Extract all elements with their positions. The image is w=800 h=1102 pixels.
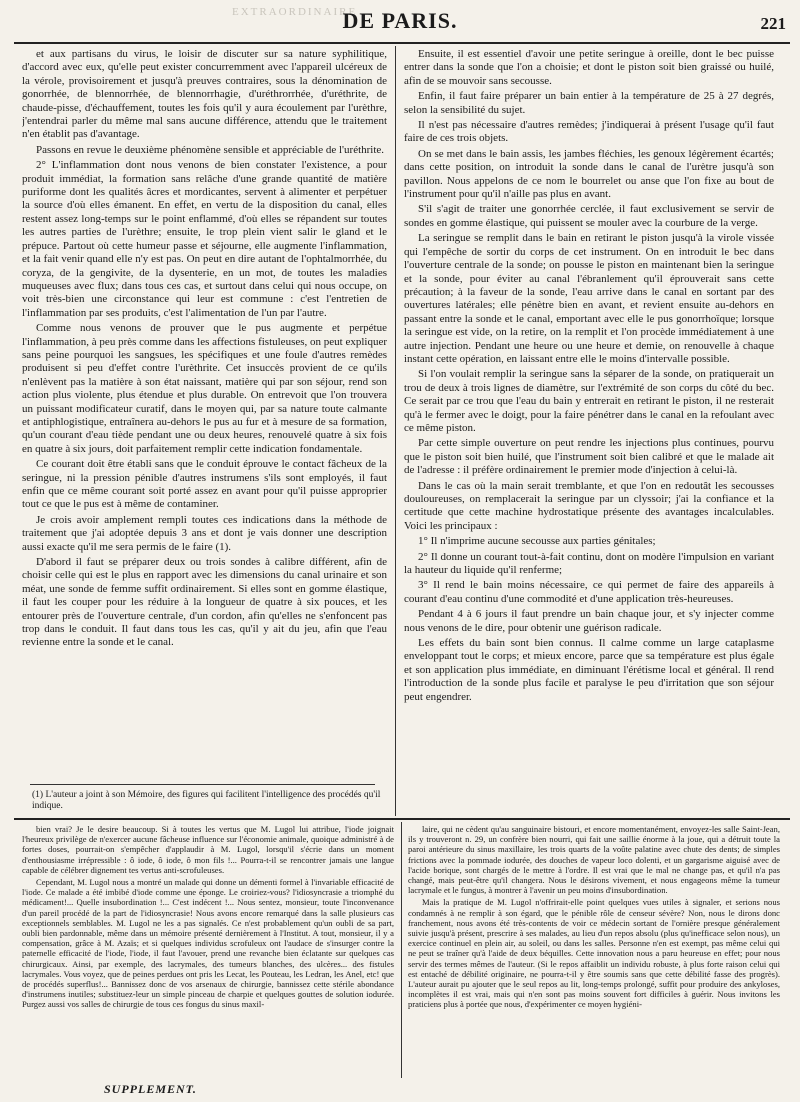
paragraph: 2° Il donne un courant tout-à-fait continu, dont on modère l'impulsion en variant la hauteur du liquide qu'il renferme; [404, 550, 774, 577]
page-title: DE PARIS. [342, 8, 458, 33]
paragraph: Les effets du bain sont bien connus. Il calme comme un large cataplasme enveloppant tout le corps; et mieux encore, parce que sa température est plus égale et son application plus immédiate, en diminuant l'érétisme local et général. Il rend l'introduction de la sonde plus facile et paralyse le peu d'irritation que son séjour peut engendrer. [404, 637, 774, 703]
paragraph: Mais la pratique de M. Lugol n'offrirait-elle point quelques vues utiles à signaler, et serions nous condamnés à ne remplir à son égard, que le pénible rôle de censeur sévère? Non, nous le dirons donc franchement, nous avons été très-contents de voir ce médecin sortant de l'ornière presque généralement suivie jusqu'à présent, prescrire à ses malades, au lieu d'un repos absolu (plus qu'inefficace selon nous), un exercice continuel en plein air, au soleil, ou dans les salles. Personne n'en est exempt, pas même celui qui ne peut se traîner qu'à l'aide de deux béquilles. Cette innovation nous a paru heureuse en effet; pour nous servir des termes mêmes de l'auteur. (Si le repos affaiblit un individu robuste, à plus forte raison celui qui est entaché de débilité originaire, ne pourra-t-il y être soumis sans que cette débilité fasse des progrès). L'auteur aurait pu ajouter que le seul repos au lit, long-temps prolongé, suffit pour produire des ankyloses, incomplètes il est vrai, mais qui n'en sont pas moins souvent fort difficiles à guérir. Nous invitons les praticiens plus à portée que nous, d'expérimenter ce moyen hygiéni- [408, 897, 780, 1010]
paragraph: Par cette simple ouverture on peut rendre les injections plus continues, pourvu que le piston soit bien huilé, que l'instrument soit bien calibré et que le malade ait de l'adresse : il préfère ordinairement le premier mode d'injection à celui-là. [404, 437, 774, 477]
paragraph: Si l'on voulait remplir la seringue sans la séparer de la sonde, on pratiquerait un trou de deux à trois lignes de diamètre, sur l'extrémité de son corps du côté du bec. Ce serait par ce trou que l'eau du bain y entrerait en retirant le piston, il ne resterait qu'à le fermer avec le doigt, pour la faire pénétrer dans le canal en la refoulant avec ce même piston. [404, 368, 774, 434]
paragraph: La seringue se remplit dans le bain en retirant le piston jusqu'à la virole vissée qui l'empêche de sortir du corps de cet instrument. On en introduit le bec dans l'ouverture centrale de la sonde; on pousse le piston en maintenant bien la seringue et la sonde, pour éviter au canal l'ébranlement qu'il éprouverait sans cette précaution; à la faveur de la sonde, l'eau arrive dans le canal en sortant par des ouvertures latérales; elle pénètre bien en avant, et revient ensuite au-dehors en passant entre la sonde et le canal, emportant avec elle le pus gonorrhoïque; lorsque la seringue est vide, on la retire, on la remplit et l'on procède immédiatement à une autre injection. Pendant une heure ou une heure et demie, on renouvelle à chaque instant cette opération, en laissant entre elle le moins d'intervalle possible. [404, 232, 774, 365]
paragraph: Enfin, il faut faire préparer un bain entier à la température de 25 à 27 degrés, selon la sensibilité du sujet. [404, 90, 774, 116]
section-rule [14, 818, 790, 820]
bleed-through-text: EXTRAORDINAIRE [232, 6, 358, 18]
paragraph: 1° Il n'imprime aucune secousse aux parties génitales; [418, 535, 656, 548]
paragraph: bien vrai? Je le desire beaucoup. Si à toutes les vertus que M. Lugol lui attribue, l'iode joignait l'heureux privilège de n'exercer aucune fâcheuse influence sur l'économie animale, quoique administré à de fortes doses, pourrait-on s'empêcher d'applaudir à M. Lugol, lorsqu'il s'écrie dans un moment d'enthousiasme irrépressible : ô iode, ô iode, ô mon fils !... Pourra-t-il se rencontrer jamais une langue capable de célébrer dignement tes vertus anti-scrofuleuses. [22, 824, 394, 875]
lower-left-column [22, 824, 394, 1076]
footnote: (1) L'auteur a joint à son Mémoire, des figures qui facilitent l'intelligence des procédés qu'il indique. [32, 790, 381, 811]
lower-right-column [408, 824, 780, 1076]
paragraph: et aux partisans du virus, le loisir de discuter sur sa nature syphilitique, d'accord avec eux, qu'elle peut exister concurremment avec l'appareil ulcéreux de la vérole, provisoirement et jusqu'à preuves contraires, sous la dénomination de gonorrhée, de blennorrhée, de blennorrhagie, d'uréthrorrhée, d'uréthrite, de chaude-pisse, d'échauffement, toutes les fois qu'il y aura écoulement par l'urèthre, j'entendrai parler du même mal sans aucune différence, attendu que le traitement n'en établit pas d'avantage. [22, 48, 387, 141]
paragraph: D'abord il faut se préparer deux ou trois sondes à calibre différent, afin de choisir celle qui est le plus en rapport avec les dimensions du canal urinaire et son méat, une sonde de femme suffit ordinairement. Si elles sont en gomme élastique, il faut les couper pour les réduire à la longueur de quatre à six pouces, et les entourer près de l'ouverture centrale, d'un cordon, afin qu'elles ne s'enfoncent pas trop dans le conduit. Il faut dans tous les cas, qu'il y ait du jeu, afin que l'eau revienne entre la sonde et le canal. [22, 556, 387, 649]
paragraph: Il n'est pas nécessaire d'autres remèdes; j'indiquerai à présent l'usage qu'il faut faire de ces trois objets. [404, 119, 774, 145]
header-rule [14, 42, 790, 44]
paragraph: Ensuite, il est essentiel d'avoir une petite seringue à oreille, dont le bec puisse entrer dans la sonde que l'on a choisie; et dont le piston soit bien graissé ou huilé, afin de se mouvoir sans secousse. [404, 48, 774, 87]
footnote-rule [30, 784, 375, 785]
column-divider [395, 46, 396, 816]
page-number: 221 [760, 14, 786, 33]
paragraph: On se met dans le bain assis, les jambes fléchies, les genoux légèrement écartés; dans cette position, on introduit la sonde dans le canal de l'urètre jusqu'à son pavillon. Nous appelons de ce nom le bourrelet ou anse que l'on fixe au bout de l'instrument pour qu'il n'aille pas plus en avant. [404, 147, 774, 201]
paragraph: 2° L'inflammation dont nous venons de bien constater l'existence, a pour produit immédiat, la formation sans relâche d'une grande quantité de matière puriforme dont les qualités âcres et mordicantes, servent à alimenter et perpétuer la source d'où elles émanent. En effet, en vertu de la disposition du canal, elles restent assez long-temps sur le point enflammé, d'où elles se répandent sur toutes les autres parties de l'urèthre; ensuite, le trop plein vient salir le gland et le prépuce. Partout où cette humeur passe et séjourne, elle augmente l'inflammation, et la fait venir quand elle n'y est pas. On peut en dire autant de l'ophtalmorrhée, du coryza, de la gengivite, de la dysenterie, en un mot, de toutes les maladies muqueuses avec flux; dans tous ces cas, et surtout dans celui qui nous occupe, on voit très-bien une circonstance qui leur est commune : c'est l'entretien de l'inflammation par ses produits, c'est l'alimentation de l'un par l'autre. [22, 159, 387, 319]
paragraph: Ce courant doit être établi sans que le conduit éprouve le contact fâcheux de la seringue, ni la pression pénible d'autres instrumens s'ils sont employés, il faut enfin que ce même courant soit porté assez en avant pour qu'il puisse approprier tout ce que le pus est à même de contaminer. [22, 458, 387, 511]
paragraph: Comme nous venons de prouver que le pus augmente et perpétue l'inflammation, à peu près comme dans les affections fistuleuses, on peut expliquer sans peine pourquoi les sangsues, les spécifiques et une foule d'autres remèdes produisent si peu d'effet contre l'urèthrite. Cet insuccès provient de ce qu'ils n'enlèvent pas la matière à son état naissant, matière qui par son séjour, rend son action plus violente, plus étendue et plus durable. On entrevoit que l'on trouvera un puissant modificateur curatif, dans le moyen qui, par sa nature toute calmante et antiphlogistique, entraînera au-dehors le pus au fur et à mesure de sa formation, qu'un courant d'eau tiède pendant une ou deux heures, renouvelé quatre à six fois en quatre à six jours, doit parfaitement remplir cette indication fondamentale. [22, 322, 387, 455]
paragraph: laire, qui ne cèdent qu'au sanguinaire bistouri, et encore momentanément, envoyez-les salle Saint-Jean, ils y trouveront n. 29, un confrère bien nourri, qui fait une saillie énorme à la joue, qui a détruit toute la paroi antérieure du sinus maxillaire, les trois quarts de la voûte palatine avec chute des dents; de simples frictions avec la pommade iodurée, des douches de vapeur loco dolenti, et un gargarisme aiguisé avec de l'acide borique, sont chargés de le mettre à l'ordre. Il est vrai que le mal ne change pas, et qu'il n'a pas changé, mais peut-être qu'il changera. Nous le désirons vivement, et nous engageons même la tumeur lacrymale et le fungus, à montrer à l'avenir un peu moins d'insubordination. [408, 824, 780, 896]
paragraph: Je crois avoir amplement rempli toutes ces indications dans la méthode de traitement que j'ai adoptée depuis 3 ans et dont je vais donner une description aussi exacte qu'il me sera permis de le faire (1). [22, 513, 387, 553]
paragraph: Pendant 4 à 6 jours il faut prendre un bain chaque jour, et s'y injecter comme nous venons de le dire, pour obtenir une guérison radicale. [404, 608, 774, 634]
page-header [0, 0, 800, 40]
paragraph: Dans le cas où la main serait tremblante, et que l'on en redoutât les secousses douloureuses, on remplacerait la seringue par un clyssoir; j'ai la confiance et la certitude que cette machine hydrostatique présente des avantages incalculables. Voici les principaux : [404, 479, 774, 532]
paragraph: Cependant, M. Lugol nous a montré un malade qui donne un démenti formel à l'invariable efficacité de l'iode. Ce malade a été imbibé d'iode comme une éponge. Le croiriez-vous? l'idiosyncrasie a triomphé du médicament!... Quelle insubordination !... C'est indécent !... Nous sentez, monsieur, toute l'inconvenance d'un pareil procédé de la part de l'idiosyncrasie! Nous avons encore remarqué dans la salle plusieurs cas exceptionnels semblables. M. Lugol ne les a pas signalés. Ce n'est probablement qu'un oubli de sa part, oubli bien pardonnable, même dans un mémoire présenté dernièrement à l'Institut. A tout, monsieur, il y a compensation, grâce à M. Azaïs; et si quelques individus scrofuleux ont l'audace de s'insurger contre la paternelle efficacité de l'iode, l'iode, il faut l'avouer, prend une revanche bien éclatante sur quelques cas chirurgicaux. Ainsi, par exemple, des lacrymales, des tumeurs blanches, des ulcères... des fistules lacrymales. Vous voyez, que de peines perdues ont pris les Lecat, les Pouteau, les Ledran, les Anel, etc! que de procédés superflus!... Bannissez donc de vos arsenaux de chirurgie, bannissez cette stérile abondance d'instrumens inutiles; substituez-leur un simple pinceau de charpie et quelques gouttes de solution iodurée. Purgez aussi vos salles de chirurgie de tous ces fongus du sinus maxil- [22, 877, 394, 1010]
column-divider [401, 822, 402, 1078]
upper-left-column [22, 48, 387, 810]
paragraph: Passons en revue le deuxième phénomène sensible et appréciable de l'uréthrite. [36, 143, 385, 156]
paragraph: 3° Il rend le bain moins nécessaire, ce qui permet de faire des appareils à courant d'eau continu d'une commodité et d'une application très-heureuses. [404, 579, 774, 605]
paragraph: S'il s'agit de traiter une gonorrhée cerclée, il faut exclusivement se servir de sondes en gomme élastique, qui puissent se mouler avec la courbure de la verge. [404, 203, 774, 229]
supplement-label: SUPPLEMENT. [104, 1082, 197, 1096]
upper-right-column [404, 48, 774, 810]
